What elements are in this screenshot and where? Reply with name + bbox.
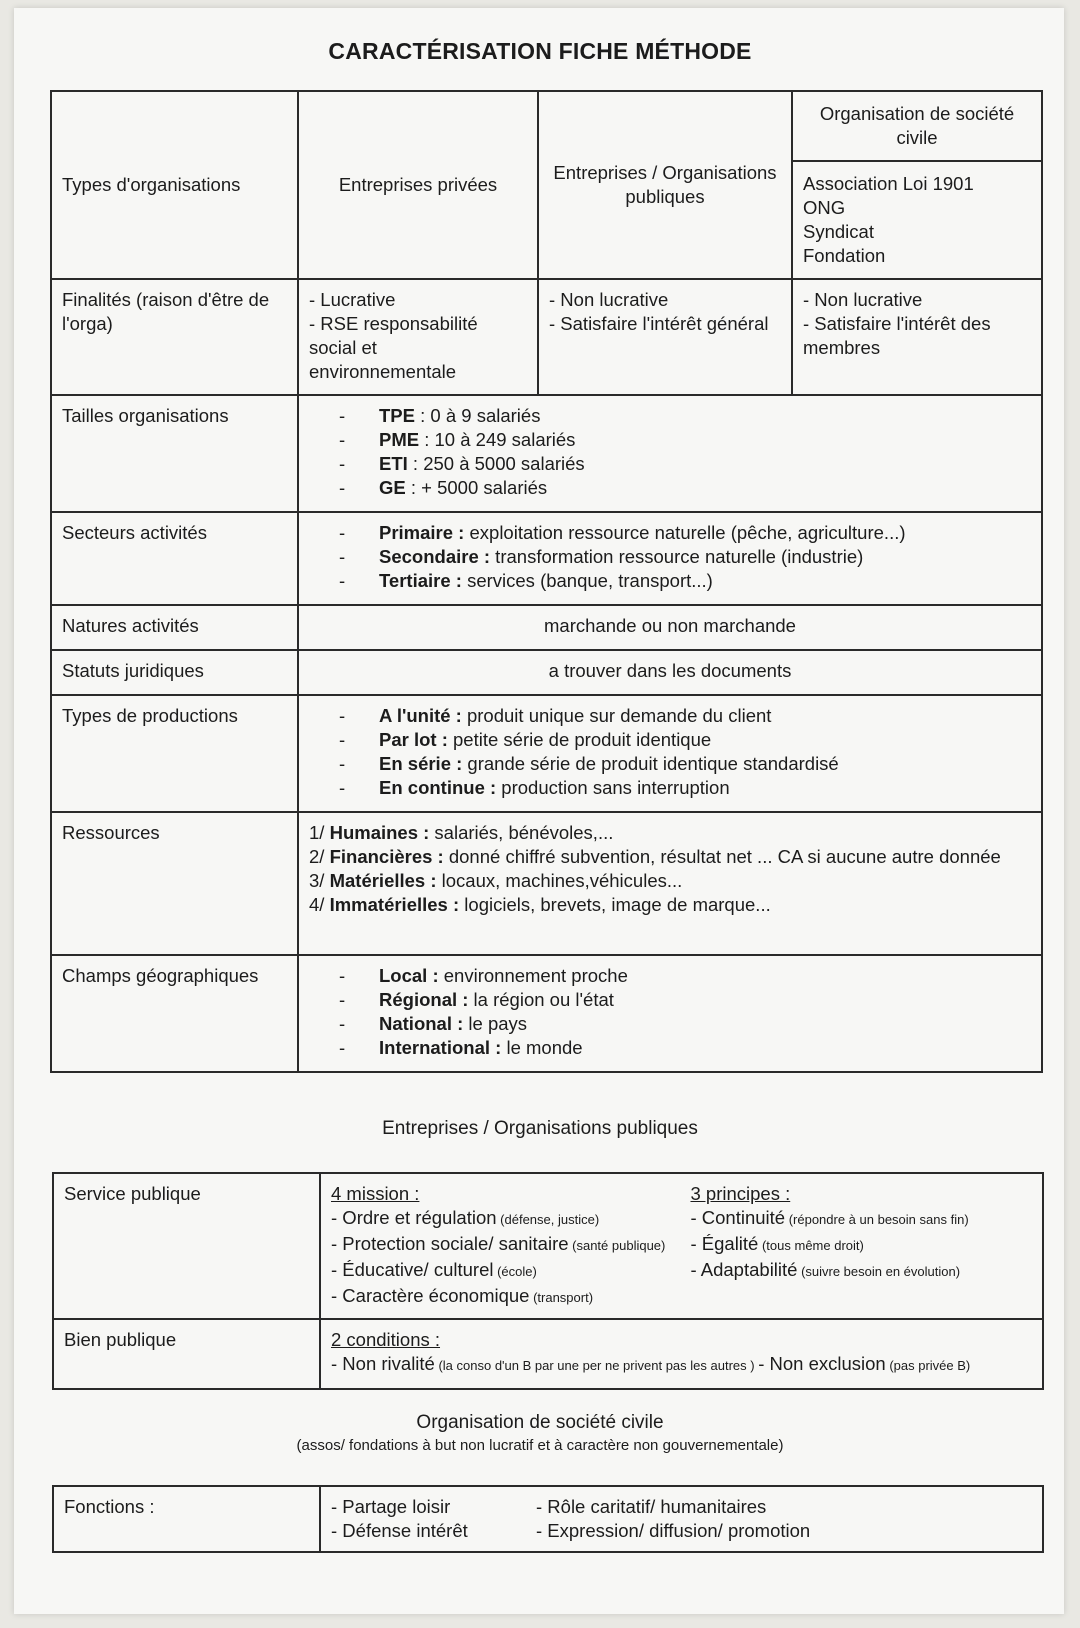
fonctions-col2 [536,1495,1032,1543]
productions-label: Types de productions [51,695,298,812]
bien-content [320,1319,1043,1389]
list-item: - Expression/ diffusion/ promotion [536,1520,811,1541]
list-item: - Primaire : exploitation ressource naturelle (pêche, agriculture...) [339,521,1031,545]
list-item: - Caractère économique (transport) [331,1285,594,1306]
list-item: - Local : environnement proche [339,964,1031,988]
list-item: 4/ Immatérielles : logiciels, brevets, image de marque... [309,894,771,915]
ressources-content [298,812,1042,955]
list-item: - Protection sociale/ sanitaire (santé publique) [331,1233,666,1254]
statuts-value: a trouver dans les documents [298,650,1042,695]
conditions-line: - Non rivalité (la conso d'un B par une per ne privent pas les autres ) - Non exclusion (pas privée B) [331,1353,971,1374]
list-item: - International : le monde [339,1036,1031,1060]
list-item: - TPE : 0 à 9 salariés [339,404,1031,428]
list-item: - En série : grande série de produit identique standardisé [339,752,1031,776]
section-heading-civile: Organisation de société civile [416,1412,664,1433]
section-subheading-civile: (assos/ fondations à but non lucratif et à caractère non gouvernementale) [296,1437,784,1454]
list-item: 1/ Humaines : salariés, bénévoles,... [309,822,614,843]
civile-list [793,162,1041,278]
finalites-label: Finalités (raison d'être de l'orga) [51,279,298,395]
finalites-publiques [538,279,792,395]
col-entreprises-privees: Entreprises privées [298,91,538,279]
list-item: - PME : 10 à 249 salariés [339,428,1031,452]
list-item: 3/ Matérielles : locaux, machines,véhicules... [309,870,683,891]
tailles-content [298,395,1042,512]
fonctions-col1 [331,1495,536,1543]
bien-label: Bien publique [53,1319,320,1389]
list-item: - Satisfaire l'intérêt des membres [803,313,991,358]
principes-block [690,1182,1032,1310]
list-item: - National : le pays [339,1012,1031,1036]
list-item: 2/ Financières : donné chiffré subvention, résultat net ... CA si aucune autre donnée [309,846,1001,867]
fonctions-label: Fonctions : [53,1486,320,1552]
list-item: - Tertiaire : services (banque, transport...) [339,569,1031,593]
list-item: - Non lucrative [803,289,923,310]
civile-title: Organisation de société civile [793,92,1041,162]
types-label: Types d'organisations [51,91,298,279]
champs-label: Champs géographiques [51,955,298,1072]
tailles-label: Tailles organisations [51,395,298,512]
publiques-table [52,1172,1044,1390]
section-heading-publiques: Entreprises / Organisations publiques [382,1118,698,1139]
service-label: Service publique [53,1173,320,1319]
list-item: - Non lucrative [549,289,669,310]
finalites-civile [792,279,1042,395]
civile-item: Fondation [803,245,886,266]
list-item: - Rôle caritatif/ humanitaires [536,1496,767,1517]
civile-item: Association Loi 1901 [803,173,974,194]
list-item: - A l'unité : produit unique sur demande du client [339,704,1031,728]
page-title: CARACTÉRISATION FICHE MÉTHODE [328,38,752,64]
ressources-label: Ressources [51,812,298,955]
civile-table [52,1485,1044,1553]
list-item: - ETI : 250 à 5000 salariés [339,452,1031,476]
principes-title: 3 principes : [690,1183,791,1204]
list-item: - Par lot : petite série de produit identique [339,728,1031,752]
civile-item: ONG [803,197,846,218]
col-entreprises-publiques: Entreprises / Organisations publiques [538,91,792,279]
list-item: - Satisfaire l'intérêt général [549,313,769,334]
service-content [320,1173,1043,1319]
missions-title: 4 mission : [331,1183,420,1204]
secteurs-label: Secteurs activités [51,512,298,605]
natures-label: Natures activités [51,605,298,650]
statuts-label: Statuts juridiques [51,650,298,695]
list-item: - Ordre et régulation (défense, justice) [331,1207,600,1228]
list-item: - Défense intérêt [331,1520,468,1541]
list-item: - En continue : production sans interruption [339,776,1031,800]
col-societe-civile [792,91,1042,279]
natures-value: marchande ou non marchande [298,605,1042,650]
list-item: - GE : + 5000 salariés [339,476,1031,500]
list-item: - Continuité (répondre à un besoin sans fin) [690,1207,969,1228]
list-item: - Égalité (tous même droit) [690,1233,864,1254]
list-item: - Régional : la région ou l'état [339,988,1031,1012]
fonctions-content [320,1486,1043,1552]
list-item: - Secondaire : transformation ressource naturelle (industrie) [339,545,1031,569]
list-item: - RSE responsabilité social et environnementale [309,313,478,382]
characterization-table [50,90,1043,1073]
conditions-title: 2 conditions : [331,1329,441,1350]
list-item: - Éducative/ culturel (école) [331,1259,537,1280]
list-item: - Lucrative [309,289,396,310]
list-item: - Adaptabilité (suivre besoin en évolution) [690,1259,961,1280]
finalites-privees [298,279,538,395]
civile-item: Syndicat [803,221,874,242]
list-item: - Partage loisir [331,1496,451,1517]
missions-block [331,1182,690,1310]
champs-content [298,955,1042,1072]
productions-content [298,695,1042,812]
secteurs-content [298,512,1042,605]
